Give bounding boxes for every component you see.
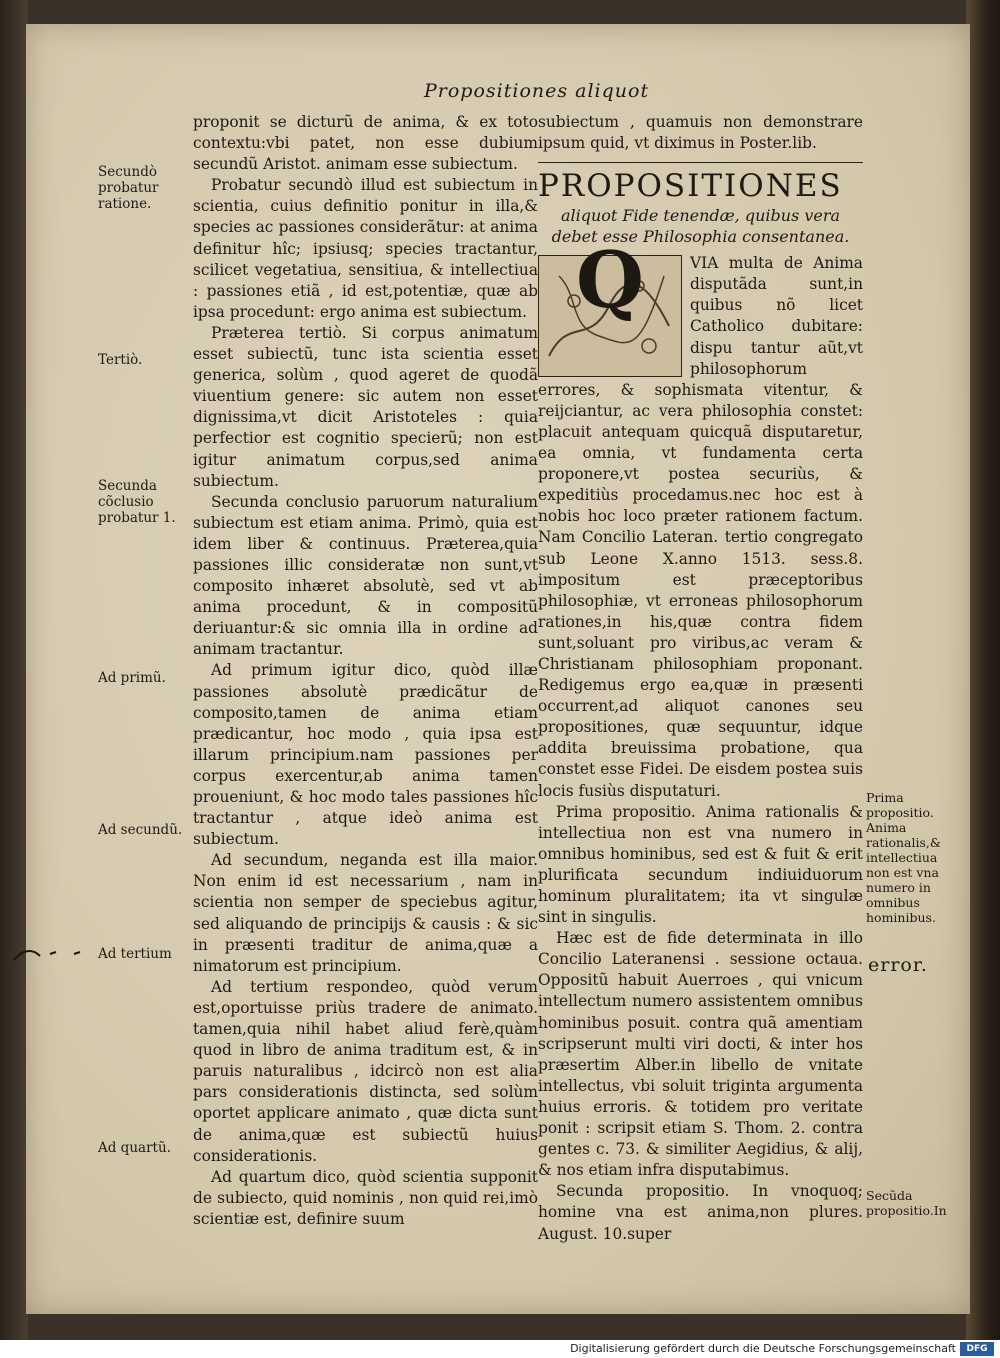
paragraph: Secunda propositio. In vnoquoq; homine vna est anima,non plures. August. 10.super xyxy=(538,1182,863,1243)
paragraph: Ad quartum dico, quòd scientia supponit de subiecto, quid nominis , non quid rei,imò scientiæ est, definire suum xyxy=(193,1167,538,1228)
decorated-initial xyxy=(538,235,682,377)
paragraph: proponit se dicturũ de anima, & ex toto contextu:vbi patet, non esse dubium secundũ Aristot. animam esse subiectum. xyxy=(193,113,538,174)
pen-mark-icon xyxy=(10,930,90,970)
left-text-column xyxy=(193,112,538,1230)
paragraph: Præterea tertiò. Si corpus animatum esset subiectũ, tunc ista scientia esset generica, solùm , quod ageret de quodã viuentium genere: sic autem non esset dignissima,vt dicit Aristoteles : quia perfectior est cognitio specierũ; non est igitur animatum corpus,sed anima subiectum. xyxy=(193,323,538,490)
margin-note-secundo: Secundò probatur ratione. xyxy=(98,164,159,212)
paragraph: Secunda conclusio paruorum naturalium subiectum est etiam anima. Primò, quia est idem liber & continuus. Præterea,quia passiones illic consideratæ non sunt,vt composito inhæret absolutè, sed vt ab anima procedunt, & in compositũ deriuantur:& sic omnia illa in ordine ad animam tractantur. xyxy=(193,492,538,659)
margin-note-ad-tertium: Ad tertium xyxy=(98,946,172,962)
paragraph: Probatur secundò illud est subiectum in scientia, cuius definitio ponitur in illa,& species ac passiones considerãtur: at anima definitur hîc; ipsiusq; species tractantur, scilicet vegetatiua, sensitiua, & intellectiua : passiones etiã , id est,potentiæ, quæ ab ipsa procedunt: ergo anima est subiectum. xyxy=(193,176,538,321)
scan-edge-left xyxy=(0,0,28,1340)
section-subheading: aliquot Fide tenendæ, quibus vera debet esse Philosophia consentanea. xyxy=(551,206,850,247)
margin-note-ad-secundum: Ad secundũ. xyxy=(98,822,183,838)
footer-bar xyxy=(0,1340,1000,1358)
dfg-logo: DFG xyxy=(960,1342,994,1356)
initial-letter: Q xyxy=(576,235,644,327)
paragraph: Ad secundum, neganda est illa maior. Non enim id est necessarium , nam in scientia non semper de speciebus agitur, sed aliquando de principijs & causis : & sic in præsenti traditur de anima,quæ a nimatorum est principium. xyxy=(193,851,538,975)
footer-credit: Digitalisierung gefördert durch die Deutsche Forschungsgemeinschaft xyxy=(570,1342,956,1355)
paragraph: Ad tertium respondeo, quòd verum est,oportuisse priùs tradere de animato. tamen,quia nihil habet aliud ferè,quàm quod in libro de anima traditum est, & in paruis naturalibus , idcircò non est alia pars considerationis distincta, sed solùm oportet applicare animato , quæ dicta sunt de anima,quæ est subiectũ huius considerationis. xyxy=(193,977,538,1165)
paragraph: subiectum , quamuis non demonstrare ipsum quid, vt diximus in Poster.lib. xyxy=(538,113,863,153)
margin-word-error: error. xyxy=(868,954,928,976)
paragraph: Ad primum igitur dico, quòd illæ passiones absolutè prædicãtur de composito,tamen de anima etiam prædicantur, hoc modo , quia ipsa est illarum principium.nam passiones per corpus exercentur,ab anima tamen proueniunt, & hoc modo tales passiones hîc tractantur , atque ideò anima est subiectum. xyxy=(193,661,538,849)
paragraph: VIA multa de Anima disputãda sunt,in quibus nõ licet Catholico dubitare: dispu tantur aũt,vt philosophorum errores, & sophismata vitentur, & reijciantur, ac vera philosophia constet: placuit antequam quicquã disputaretur, ea omnia, vt fundamenta certa proponere,vt postea securiùs, & expeditiùs procedamus.nec hoc est à nobis hoc loco præter rationem factum. Nam Concilio Lateran. tertio congregato sub Leone X.anno 1513. sess.8. impositum est præceptoribus philosophiæ, vt erroneas philosophorum rationes,in his,quæ contra fidem sunt,soluant pro viribus,ac veram & Christianam philosophiam proponant. Redigemus ergo ea,quæ in præsenti occurrent,ad aliquot canones seu propositiones, quæ sequuntur, idque addita breuissima probatione, qua constet esse Fidei. De eisdem postea suis locis fusiùs disputaturi. xyxy=(538,254,863,800)
book-page xyxy=(26,24,970,1314)
running-head: Propositiones aliquot xyxy=(424,80,650,102)
right-text-column xyxy=(538,112,863,1245)
margin-note-tertio: Tertiò. xyxy=(98,352,143,368)
margin-note-ad-primum: Ad primũ. xyxy=(98,670,166,686)
margin-note-prima-propositio: Prima propositio. Anima rationalis,& intellectiua non est vna numero in omnibus hominibus. xyxy=(866,790,941,925)
section-heading: PROPOSITIONES xyxy=(538,162,863,203)
margin-note-ad-quartum: Ad quartũ. xyxy=(98,1140,171,1156)
paragraph: Prima propositio. Anima rationalis & intellectiua non est vna numero in omnibus hominibus, sed est & fuit & erit plurificata secundum indiuiduorum hominum pluralitatem; ita vt singulæ sint in singulis. xyxy=(538,802,863,927)
paragraph: Hæc est de fide determinata in illo Concilio Lateranensi . sessione octaua. Oppositũ habuit Auerroes , qui vnicum intellectum numero assistentem omnibus hominibus posuit. contra quã amentiam scripserunt multi viri docti, & inter hos præsertim Alber.in libello de vnitate intellectus, vbi soluit triginta argumenta huius erroris. & totidem pro veritate ponit : scripsit etiam S. Thom. 2. contra gentes c. 73. & similiter Aegidius, & alij, & nos etiam infra disputabimus. xyxy=(538,929,863,1180)
margin-note-secunda-conclusio: Secunda cõclusio probatur 1. xyxy=(98,478,176,526)
scan-edge-right xyxy=(966,0,1000,1340)
margin-note-secunda-propositio: Secũda propositio.In xyxy=(866,1188,947,1218)
